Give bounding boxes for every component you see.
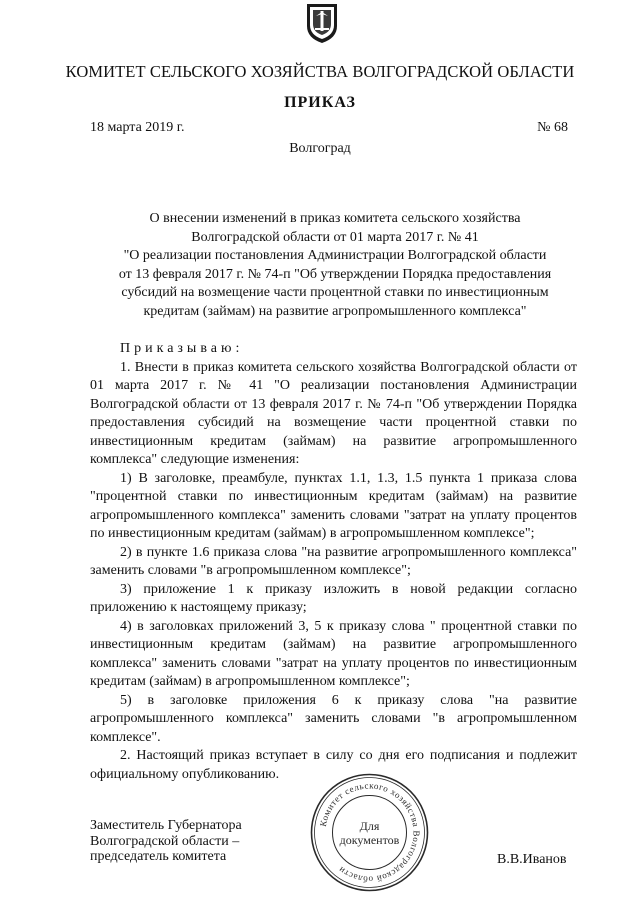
document-title (90, 210, 580, 321)
stamp-center-text: документов (339, 833, 400, 847)
title-line: Волгоградской области от 01 марта 2017 г. № 41 (191, 229, 479, 245)
document-city: Волгоград (289, 141, 351, 156)
position-line: Волгоградской области – (90, 833, 240, 849)
paragraph-1-2: 2) в пункте 1.6 приказа слова "на развитие агропромышленного комплекса" заменить словами "в агропромышленном комплексе"; (90, 544, 577, 578)
coat-of-arms-icon (305, 2, 339, 44)
document-number: № 68 (537, 120, 568, 135)
title-line: от 13 февраля 2017 г. № 74-п "Об утверждении Порядка предоставления (118, 266, 552, 282)
title-line: О внесении изменений в приказ комитета сельского хозяйства (149, 211, 521, 226)
document-type: ПРИКАЗ (284, 94, 356, 111)
official-stamp-icon (307, 770, 432, 895)
paragraph-1-1: 1) В заголовке, преамбуле, пунктах 1.1, 1.3, 1.5 пункта 1 приказа слова "процентной ставки по инвестиционным кредитам (займам) на развитие агропромышленного комплекса" заменить словами "затрат на уплату процентов по инвестиционным кредитам (займам) в агропромышленном комплексе"; (90, 470, 577, 541)
paragraph-1-4: 4) в заголовках приложений 3, 5 к приказу слова " процентной ставки по инвестиционным кредитам (займам) на развитие агропромышленного комплекса" заменить словами "затрат на уплату процентов по инвестиционным кредитам (займам) в агропромышленном комплексе"; (90, 618, 577, 689)
paragraph-1: 1. Внести в приказ комитета сельского хозяйства Волгоградской области от 01 марта 2017 г. № 41 "О реализации постановления Администрации Волгоградской области от 13 февраля 2017 г. № 74-п "Об утверждении Порядка предоставления субсидий на возмещение части процентной ставки по инвестиционным кредитам (займам) на развитие агропромышленного комплекса" следующие изменения: (90, 359, 577, 467)
paragraph-1-3: 3) приложение 1 к приказу изложить в новой редакции согласно приложению к настоящему приказу; (90, 581, 577, 615)
title-line: кредитам (займам) на развитие агропромышленного комплекса" (143, 303, 527, 319)
signatory-name: В.В.Иванов (497, 852, 567, 867)
orders-heading: Приказываю: (120, 341, 244, 356)
position-line: председатель комитета (90, 849, 227, 864)
stamp-ring-text: Комитет сельского хозяйства Волгоградской области (317, 780, 422, 885)
document-body (90, 340, 577, 784)
paragraph-2: 2. Настоящий приказ вступает в силу со дня его подписания и подлежит официальному опубликованию. (90, 748, 577, 782)
paragraph-1-5: 5) в заголовке приложения 6 к приказу слова "на развитие агропромышленного комплекса" заменить словами "в агропромышленном комплексе". (90, 692, 577, 745)
committee-name: КОМИТЕТ СЕЛЬСКОГО ХОЗЯЙСТВА ВОЛГОГРАДСКОЙ ОБЛАСТИ (65, 62, 575, 81)
position-line: Заместитель Губернатора (90, 818, 242, 833)
stamp-center-text: Для (359, 819, 380, 833)
signatory-position (90, 818, 242, 865)
document-date: 18 марта 2019 г. (90, 120, 185, 135)
title-line: "О реализации постановления Администрации Волгоградской области (123, 248, 547, 263)
title-line: субсидий на возмещение части процентной ставки по инвестиционным (121, 285, 549, 300)
